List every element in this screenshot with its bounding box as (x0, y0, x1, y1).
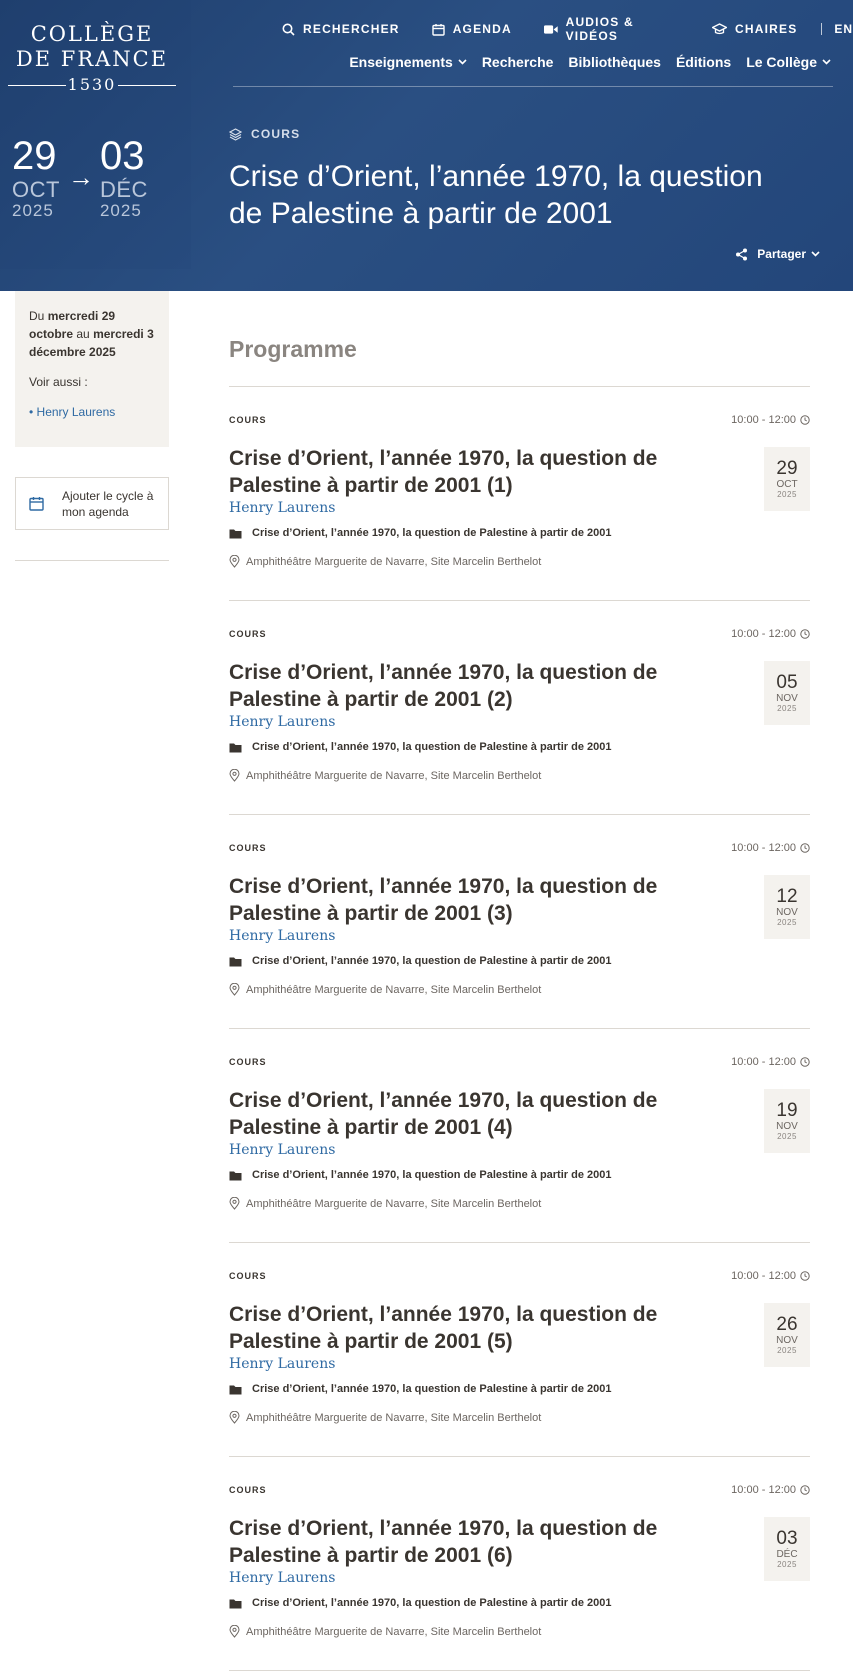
event-series-label: Crise d’Orient, l’année 1970, la question de Palestine à partir de 2001 (252, 955, 612, 967)
clock-icon (800, 1057, 810, 1067)
event-series[interactable] (229, 1597, 611, 1609)
event-series[interactable] (229, 741, 611, 753)
event-location (229, 1197, 541, 1210)
event-kicker: COURS (229, 1485, 267, 1495)
event-year: 2025 (777, 918, 797, 927)
event-month: NOV (776, 693, 798, 704)
event-kicker: COURS (229, 1057, 267, 1067)
nav-recherche[interactable]: Recherche (481, 54, 554, 70)
start-date-text: mercredi 29 octobre (29, 309, 116, 341)
event-location-label: Amphithéâtre Marguerite de Navarre, Site Marcelin Berthelot (246, 1197, 542, 1210)
event-time (731, 842, 810, 854)
add-to-agenda-button[interactable] (15, 477, 169, 530)
nav-le-college[interactable] (746, 54, 831, 70)
event-kicker: COURS (229, 629, 267, 639)
end-month: DÉC (99, 177, 148, 202)
logo-line-1: COLLÈGE (30, 22, 154, 46)
event-location-label: Amphithéâtre Marguerite de Navarre, Site Marcelin Berthelot (246, 555, 542, 568)
event-month: OCT (776, 479, 798, 490)
event-date-badge (764, 1303, 810, 1367)
event-series[interactable] (229, 955, 611, 967)
clock-icon (800, 843, 810, 853)
event-author-link[interactable]: Henry Laurens (229, 928, 336, 944)
event-year: 2025 (777, 1346, 797, 1355)
nav-bibliotheques[interactable]: Bibliothèques (568, 54, 661, 70)
clock-icon (800, 1271, 810, 1281)
util-chairs-link[interactable] (712, 22, 797, 36)
event-title[interactable]: Crise d’Orient, l’année 1970, la question de Palestine à partir de 2001 (1) (229, 447, 658, 497)
share-button[interactable] (735, 247, 829, 261)
event-time-label: 10:00 - 12:00 (731, 1484, 796, 1496)
event-location-label: Amphithéâtre Marguerite de Navarre, Site Marcelin Berthelot (246, 983, 542, 996)
search-icon (282, 23, 295, 36)
end-date (100, 136, 148, 221)
map-pin-icon (229, 1411, 240, 1424)
map-pin-icon (229, 1625, 240, 1638)
event-series[interactable] (229, 1383, 611, 1395)
nav-divider (233, 86, 833, 87)
event-date-badge (764, 447, 810, 511)
nav-enseignements[interactable] (349, 54, 466, 70)
event-year: 2025 (777, 1132, 797, 1141)
event-location-label: Amphithéâtre Marguerite de Navarre, Site Marcelin Berthelot (246, 1411, 542, 1424)
logo-rule-right (118, 85, 176, 86)
event-date-badge (764, 875, 810, 939)
start-day: 29 (12, 134, 57, 178)
event-date-badge (764, 1089, 810, 1153)
event-time-label: 10:00 - 12:00 (731, 628, 796, 640)
util-media-label: AUDIOS & VIDÉOS (565, 15, 634, 43)
event-time-label: 10:00 - 12:00 (731, 842, 796, 854)
dates-info-box (15, 291, 169, 447)
folder-icon (229, 956, 242, 967)
start-date (12, 136, 60, 221)
folder-icon (229, 742, 242, 753)
event-item[interactable] (229, 387, 810, 601)
event-year: 2025 (777, 1560, 797, 1569)
event-day: 29 (776, 458, 798, 479)
event-series-label: Crise d’Orient, l’année 1970, la question de Palestine à partir de 2001 (252, 1597, 612, 1609)
clock-icon (800, 415, 810, 425)
util-agenda-label: AGENDA (452, 22, 512, 36)
event-day: 05 (776, 672, 798, 693)
map-pin-icon (229, 1197, 240, 1210)
event-day: 03 (776, 1528, 798, 1549)
event-time (731, 1270, 810, 1282)
event-location (229, 983, 541, 996)
event-series-label: Crise d’Orient, l’année 1970, la question de Palestine à partir de 2001 (252, 1383, 612, 1395)
sidebar-divider (15, 560, 169, 561)
folder-icon (229, 528, 242, 539)
util-search-link[interactable] (282, 22, 400, 36)
event-author-link[interactable]: Henry Laurens (229, 1570, 336, 1586)
folder-icon (229, 1598, 242, 1609)
event-location-label: Amphithéâtre Marguerite de Navarre, Site Marcelin Berthelot (246, 1625, 542, 1638)
event-time (731, 1484, 810, 1496)
event-date-badge (764, 1517, 810, 1581)
nav-editions[interactable]: Éditions (675, 54, 732, 70)
event-item[interactable] (229, 1457, 810, 1671)
util-separator (821, 23, 822, 35)
event-series[interactable] (229, 1169, 611, 1181)
calendar-icon (432, 23, 445, 36)
logo-year-row (8, 75, 176, 95)
logo-line-2: DE FRANCE (15, 47, 169, 71)
video-camera-icon (544, 24, 558, 35)
event-time-label: 10:00 - 12:00 (731, 414, 796, 426)
event-date-badge (764, 661, 810, 725)
see-also-label: Voir aussi : (29, 375, 88, 389)
util-agenda-link[interactable] (432, 22, 512, 36)
event-location-label: Amphithéâtre Marguerite de Navarre, Site Marcelin Berthelot (246, 769, 542, 782)
end-date-text: mercredi 3 décembre 2025 (29, 327, 154, 359)
au-label: au (76, 327, 90, 341)
graduation-cap-icon (712, 23, 727, 35)
nav-enseignements-label: Enseignements (349, 54, 453, 70)
chevron-down-icon (458, 59, 467, 65)
event-title[interactable]: Crise d’Orient, l’année 1970, la question de Palestine à partir de 2001 (5) (229, 1303, 658, 1353)
dates-sentence (29, 307, 155, 361)
event-time (731, 1056, 810, 1068)
date-range (12, 136, 148, 221)
event-day: 19 (776, 1100, 798, 1121)
share-icon (735, 248, 748, 261)
event-kicker: COURS (229, 1271, 267, 1281)
event-author-link[interactable]: Henry Laurens (229, 1356, 336, 1372)
see-also-link[interactable]: • Henry Laurens (29, 405, 116, 419)
event-day: 12 (776, 886, 798, 907)
page-title: Crise d’Orient, l’année 1970, la question de Palestine à partir de 2001 (229, 160, 763, 230)
event-month: NOV (776, 907, 798, 918)
event-year: 2025 (777, 704, 797, 713)
event-kicker: COURS (229, 415, 267, 425)
event-title[interactable]: Crise d’Orient, l’année 1970, la question de Palestine à partir de 2001 (2) (229, 661, 658, 711)
logo-year: 1530 (67, 75, 117, 94)
util-media-link[interactable] (544, 15, 680, 43)
event-author-link[interactable]: Henry Laurens (229, 1142, 336, 1158)
event-series-label: Crise d’Orient, l’année 1970, la question de Palestine à partir de 2001 (252, 741, 612, 753)
college-de-france-logo[interactable] (8, 22, 176, 95)
event-kicker: COURS (229, 843, 267, 853)
layers-icon (229, 128, 242, 141)
event-item[interactable] (229, 1029, 810, 1243)
map-pin-icon (229, 983, 240, 996)
event-title[interactable]: Crise d’Orient, l’année 1970, la question de Palestine à partir de 2001 (3) (229, 875, 658, 925)
event-location (229, 1411, 541, 1424)
utility-nav (282, 15, 853, 43)
clock-icon (800, 629, 810, 639)
event-month: DÉC (776, 1549, 798, 1560)
event-location (229, 769, 541, 782)
event-location (229, 555, 541, 568)
start-month: OCT (12, 177, 60, 202)
du-label: Du (29, 309, 45, 323)
event-item[interactable] (229, 815, 810, 1029)
arrow-right-icon: → (67, 162, 94, 192)
start-year: 2025 (12, 201, 54, 220)
event-time-label: 10:00 - 12:00 (731, 1270, 796, 1282)
event-title[interactable]: Crise d’Orient, l’année 1970, la question de Palestine à partir de 2001 (6) (229, 1517, 658, 1567)
event-item[interactable] (229, 1243, 810, 1457)
add-to-agenda-label: Ajouter le cycle à mon agenda (62, 488, 154, 519)
main-nav (334, 54, 831, 70)
page-kicker-label: COURS (251, 127, 301, 141)
folder-icon (229, 1384, 242, 1395)
calendar-icon (29, 496, 44, 511)
nav-le-college-label: Le Collège (746, 54, 817, 70)
folder-icon (229, 1170, 242, 1181)
event-time-label: 10:00 - 12:00 (731, 1056, 796, 1068)
logo-rule-left (8, 85, 66, 86)
event-day: 26 (776, 1314, 798, 1335)
language-switch[interactable]: EN (834, 22, 853, 36)
programme-title: Programme (229, 336, 357, 362)
page-kicker (229, 127, 300, 141)
event-title[interactable]: Crise d’Orient, l’année 1970, la question de Palestine à partir de 2001 (4) (229, 1089, 658, 1139)
event-author-link[interactable]: Henry Laurens (229, 714, 336, 730)
map-pin-icon (229, 555, 240, 568)
end-day: 03 (99, 134, 145, 178)
event-series[interactable] (229, 527, 611, 539)
event-month: NOV (776, 1121, 798, 1132)
event-time (731, 628, 810, 640)
share-label: Partager (757, 247, 806, 261)
event-series-label: Crise d’Orient, l’année 1970, la question de Palestine à partir de 2001 (252, 1169, 612, 1181)
chevron-down-icon (822, 59, 831, 65)
clock-icon (800, 1485, 810, 1495)
event-author-link[interactable]: Henry Laurens (229, 500, 336, 516)
util-chairs-label: CHAIRES (735, 22, 798, 36)
map-pin-icon (229, 769, 240, 782)
chevron-down-icon (811, 251, 820, 257)
event-year: 2025 (777, 490, 797, 499)
end-year: 2025 (99, 201, 142, 220)
event-month: NOV (776, 1335, 798, 1346)
event-series-label: Crise d’Orient, l’année 1970, la question de Palestine à partir de 2001 (252, 527, 612, 539)
event-location (229, 1625, 541, 1638)
event-item[interactable] (229, 601, 810, 815)
util-search-label: RECHERCHER (303, 22, 400, 36)
event-time (731, 414, 810, 426)
